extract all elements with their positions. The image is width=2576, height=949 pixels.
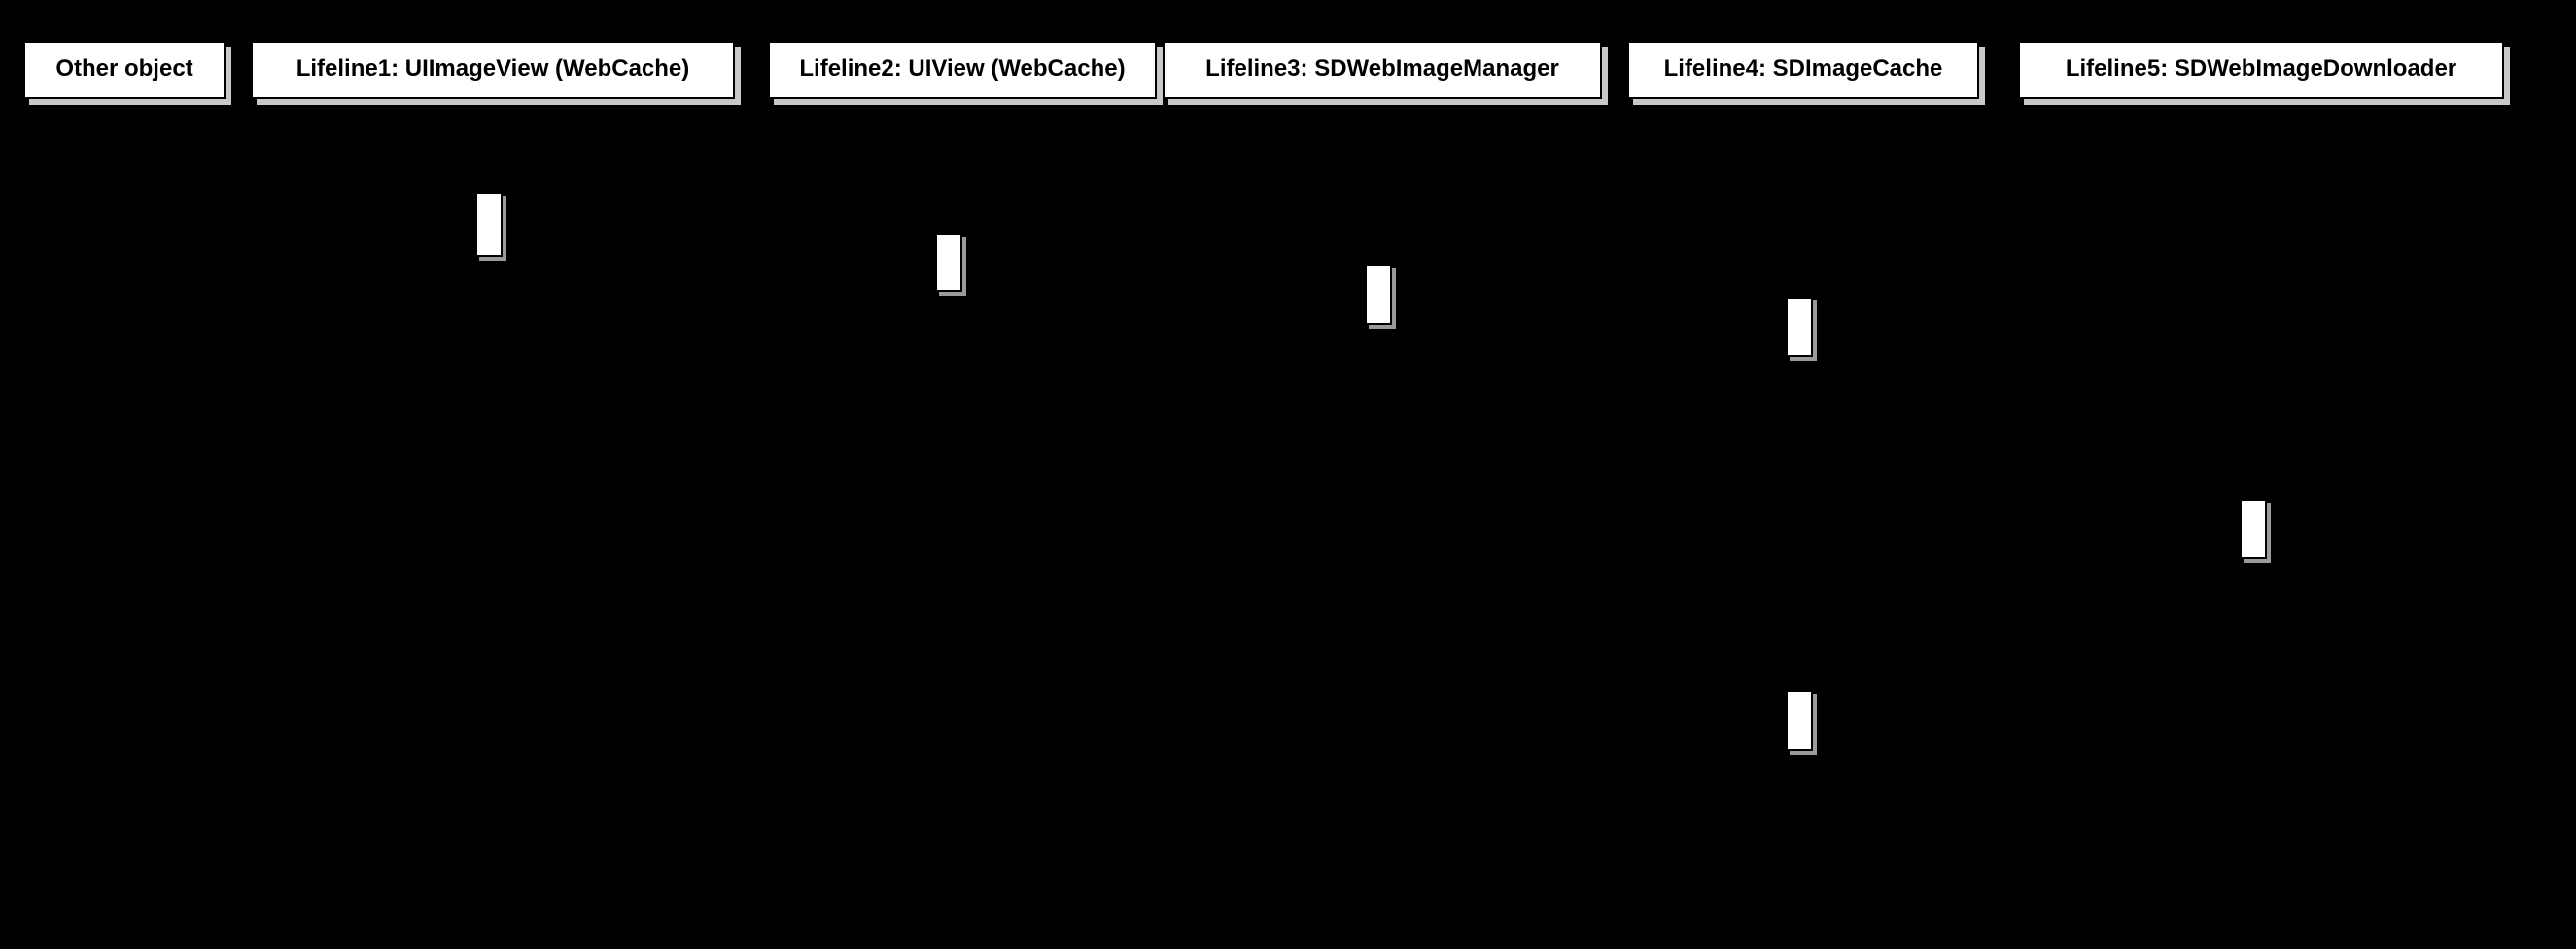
activation-bar-lifeline4-2[interactable] xyxy=(1786,690,1813,751)
lifeline-stem-lifeline4 xyxy=(1802,99,1804,949)
lifeline-head-lifeline2[interactable]: Lifeline2: UIView (WebCache) xyxy=(768,41,1157,99)
lifeline-stem-lifeline3 xyxy=(1381,99,1383,949)
lifeline-head-lifeline5[interactable]: Lifeline5: SDWebImageDownloader xyxy=(2018,41,2504,99)
lifeline-head-strip-lifeline5 xyxy=(2018,126,2504,140)
lifeline-head-strip-other xyxy=(23,126,249,140)
activation-bar-lifeline4-1[interactable] xyxy=(1786,297,1813,357)
lifeline-stem-lifeline2 xyxy=(952,99,954,949)
lifeline-stem-other xyxy=(123,99,125,949)
lifeline-head-lifeline1[interactable]: Lifeline1: UIImageView (WebCache) xyxy=(251,41,735,99)
lifeline-head-other[interactable]: Other object xyxy=(23,41,226,99)
lifeline-head-strip-lifeline2 xyxy=(768,126,1157,140)
lifeline-head-lifeline3[interactable]: Lifeline3: SDWebImageManager xyxy=(1163,41,1602,99)
activation-bar-lifeline3-1[interactable] xyxy=(1365,264,1392,325)
activation-bar-lifeline5-1[interactable] xyxy=(2240,499,2267,559)
lifeline-head-lifeline4[interactable]: Lifeline4: SDImageCache xyxy=(1627,41,1979,99)
activation-bar-lifeline2-1[interactable] xyxy=(935,233,962,292)
activation-bar-lifeline1-1[interactable] xyxy=(475,193,503,257)
